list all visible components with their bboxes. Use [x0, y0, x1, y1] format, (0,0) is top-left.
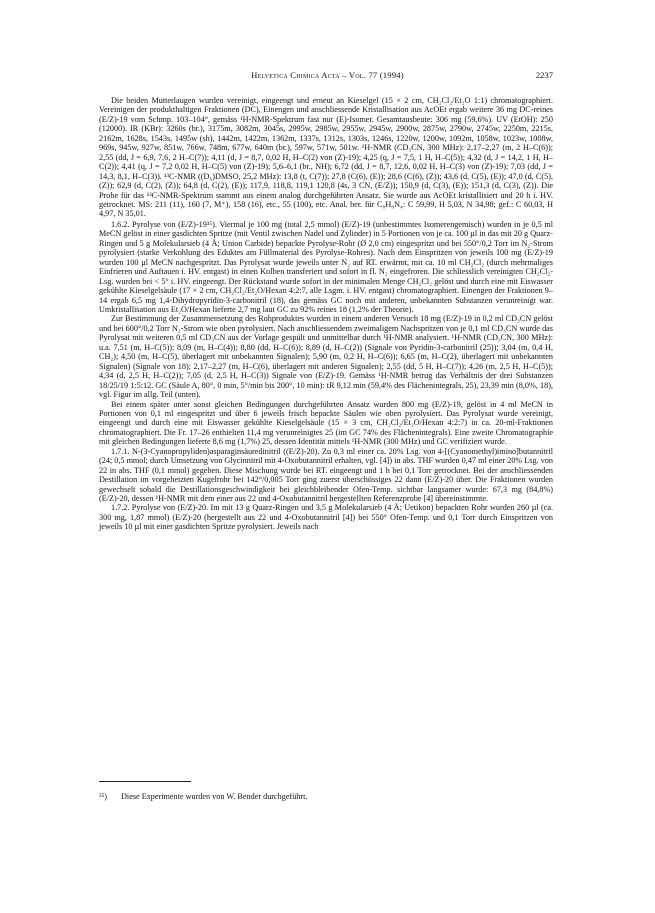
page-number: 2237 [535, 70, 553, 80]
paragraph-section-1-7-2: 1.7.2. Pyrolyse von (E/Z)-20. Im mit 13 g Quarz-Ringen und 3,5 g Molekularsieb (4 Å; Uetikon) bepackten Rohr wurden 260 µl (ca. 300 mg, 1,87 mmol) (E/Z)-20 (hergestellt aus 22 und 4-Oxobutannitril [4]) bei 550° Ofen-Temp. und 0,1 Torr durch Einspritzen von jeweils 10 µl mit einer gasdichten Spritze pyrolysiert. Jeweils nach [99, 503, 553, 532]
paragraph-crude-composition: Zur Bestimmung der Zusammensetzung des Rohproduktes wurden in einem anderen Versuch 18 mg (E/Z)-19 in 0,2 ml CD₃CN gelöst und bei 600°/0,2 Torr N₂-Strom wie oben pyrolysiert. Nach anschliessendem zweimaligem Nachspritzen von je 0,1 ml CD₃CN wurde das Pyrolysat mit weiteren 0,5 ml CD₃CN aus der Vorlage gespült und unmittelbar durch ¹H-NMR analysiert. ¹H-NMR (CD₃CN, 300 MHz): u.a. 7,51 (m, H–C(5)); 8,09 (m, H–C(4)); 8,80 (dd, H–C(6)); 8,89 (d, H–C(2)) (Signale von Pyridin-3-carbonitril (25)); 3,04 (m, 0,4 H, CH₂); 4,50 (m, H–C(5), überlagert mit unbekannten Signalen); 5,90 (m, 0,2 H, H–C(6)); 6,65 (m, H–C(2), überlagert mit unbekannten Signalen) (Signale von 18); 2,17–2,27 (m, H–C(6), überlagert mit anderen Signalen); 2,55 (dd, 5 H, H–C(7)); 4,26 (m, 2,5 H, H–C(5)); 4,34 (d, 2,5 H, H–C(2)); 7,05 (d, 2,5 H, H–C(3)) Signale von (E/Z)-19. Gemäss ¹H-NMR betrug das Verhältnis der drei Substanzen 18/25/19 1:5:12. GC (Säule A, 80°, 0 min, 5°/min bis 200°, 10 min): tR 9,12 min (59,4% des Flächenintegrals, 25), 23,39 min (8,0%, 18), vgl. Figur im allg. Teil (unten). [99, 314, 553, 400]
footnote [99, 792, 553, 802]
footnote-divider [99, 781, 191, 782]
running-title: Helvetica Chimica Acta – Vol. 77 (1994) [251, 70, 404, 80]
paragraph-pyrolysis-19: 1.6.2. Pyrolyse von (E/Z)-19³⁵). Viermal je 100 mg (total 2,5 mmol) (E/Z)-19 (unbestimmtes Isomerengemisch) wurden in je 0,5 ml MeCN gelöst in einer gasdichten Spritze (mit Ventil zwischen Nadel und Zylinder) in 5 Portionen von je ca. 100 µl in das mit 20 g Quarz-Ringen und 5 g Molekularsieb (4 Å; Union Carbide) bepackte Pyrolyse-Rohr (Ø 2,0 cm) eingespritzt und bei 550°/0,2 Torr im N₂-Strom pyrolysiert (starke Verkohlung des Eduktes am Füllmaterial des Pyrolyse-Rohres). Nach dem Einspritzen von jeweils 100 mg (E/Z)-19 wurden 100 µl MeCN nachgespritzt. Das Pyrolysat wurde jeweils unter N₂ auf RT. erwärmt, mit ca. 10 ml CH₂Cl₂ (durch mehrmaliges Einfrieren und Auftauen i. HV. entgast) in einen Kolben transferiert und sofort in fl. N₂ eingefroren. Die schliesslich vereinigten CH₂Cl₂-Lsg. wurden bei < 5° i. HV. eingeengt. Der Rückstand wurde sofort in der minimalen Menge CH₂Cl₂ gelöst und durch eine mit Eiswasser gekühlte Kieselgelsäule (17 × 2 cm, CH₂Cl₂/Et₂O/Hexan 4:2:7, alle Lsgm. i. HV. entgast) chromatographiert. Einengen der Fraktionen 9–14 ergab 6,5 mg 1,4-Dihydropyridin-3-carbonitril (18), das gemäss GC noch mit anderen, unbekannten Substanzen verunreinigt war. Umkristallisation aus Et₂O/Hexan lieferte 2,7 mg laut GC zu 92% reines 18 (1,2% der Theorie). [99, 219, 553, 314]
paragraph-mother-liquors: Die beiden Mutterlaugen wurden vereinigt, eingeengt und erneut an Kieselgel (15 × 2 cm, CH₂Cl₂/Et₂O 1:1) chromatographiert. Vereinigen der produkthaltigen Fraktionen (DC), Einengen und anschliessende Kristallisation aus AcOEt ergab weitere 36 mg DC-reines (E/Z)-19 vom Schmp. 103–104°, gemäss ¹H-NMR-Spektrum fast nur (E)-Isomer. Gesamtausbeute: 306 mg (59,6%). UV (EtOH): 250 (12000). IR (KBr): 3260s (br.), 3175m, 3082m, 3045s, 2995w, 2985w, 2955w, 2945w, 2900w, 2875w, 2790w, 2745w, 2250m, 2215s, 2162m, 1628s, 1543s, 1495w (sh), 1442m, 1422m, 1362m, 1337s, 1312s, 1303s, 1246s, 1220w, 1200w, 1092m, 1058w, 1023w, 1008w, 969s, 945w, 927w, 851w, 766w, 748m, 677w, 640m (br.), 597w, 571w, 501w. ¹H-NMR (CD₃CN, 300 MHz): 2,17–2,27 (m, 2 H–C(6)); 2,55 (dd, J = 6,9, 7,6, 2 H–C(7)); 4,11 (d, J = 8,7, 0,02 H, H–C(2) von (Z)-19); 4,25 (q, J = 7,5, 1 H, H–C(5)); 4,32 (d, J = 14,2, 1 H, H–C(2)); 4,41 (q, J = 7,2 0,02 H, H–C(5) von (Z)-19); 5,6–6,1 (br., NH); 6,72 (dd, J = 8,7, 12,6, 0,02 H, H–C(3) von (Z)-19); 7,03 (dd, J = 14,3, 8,1, H–C(3)). ¹³C-NMR ((D₆)DMSO, 25,2 MHz): 13,8 (t, C(7)); 27,8 (C(6), (E)); 28,6 (C(6), (Z)); 43,6 (d, C(5), (E)); 47,0 (d, C(5), (Z)); 62,9 (d, C(2), (Z)); 64,8 (d, C(2), (E)); 117,9, 118,8, 119,1 120,8 (4s, 3 CN, (E/Z)); 150,9 (d, C(3), (E)); 151,3 (d, C(3), (Z)). Die Probe für das ¹³C-NMR-Spektrum stammt aus einem analog durchgeführten Ansatz. Sie wurde aus AcOEt kristallisiert und 20 h i. HV. getrocknet. MS: 211 (11), 160 (7, M⁺), 158 (16), etc., 55 (100), etc. Anal. ber. für C₈H₈N₄: C 59,99, H 5,03, N 34,98; gef.: C 60,03, H 4,97, N 35,01. [99, 96, 553, 219]
footnote-marker: ³⁵) [99, 792, 108, 801]
running-header [0, 70, 655, 84]
paragraph-section-1-7-1: 1.7.1. N-(3-Cyanopropyliden)asparaginsäuredinitril ((E/Z)-20). Zu 0,3 ml einer ca. 20% Lsg. von 4-[(Cyanomethyl)imino]butannitril (24; 0,5 mmol; durch Umsetzung von Glycinnitril mit 4-Oxobutannitril erhalten, vgl. [4]) in abs. THF wurden 0,47 ml einer 20% Lsg. von 22 in abs. THF (0,1 mmol) gegeben. Diese Mischung wurde bei RT. eingeengt und 1 h bei 0,1 Torr getrocknet. Bei der anschliessenden Destillation im vorgeheizten Kugelrohr bei 142°/0,005 Torr ging zuerst überschüssiges 22 dann (E/Z)-20 über. Die Fraktionen wurden gewechselt sobald die Destillationsgeschwindigkeit bei gleichbleibender Ofen-Temp. sichtbar langsamer wurde: 67,3 mg (84,8%) (E/Z)-20, dessen ¹H-NMR mit dem einer aus 22 und 4-Oxobutannitril hergestellten Referenzprobe [4] übereinstimmte. [99, 446, 553, 504]
paragraph-later-run: Bei einem später unter sonst gleichen Bedingungen durchgeführten Ansatz wurden 800 mg (E/Z)-19, gelöst in 4 ml MeCN in Portionen von 0,1 ml eingespritzt und über 6 jeweils frisch bepackte Säulen wie oben pyrolysiert. Das Pyrolysat wurde vereinigt, eingeengt und durch eine mit Eiswasser gekühlte Kieselgelsäule (15 × 3 cm, CH₂Cl₂/Et₂O/Hexan 4:2:7) in ca. 20-ml-Fraktionen chromatographiert. Die Fr. 17–26 enthielten 11,4 mg verunreinigtes 25 (im GC 74% des Flächenintegrals). Eine zweite Chromatographie mit gleichen Bedingungen lieferte 8,6 mg (1,7%) 25, dessen Identität mittels ¹H-NMR (300 MHz) und GC verifiziert wurde. [99, 399, 553, 447]
main-text [99, 96, 553, 532]
footnote-text: Diese Experimente wurden von W. Bender durchgeführt. [121, 792, 308, 801]
